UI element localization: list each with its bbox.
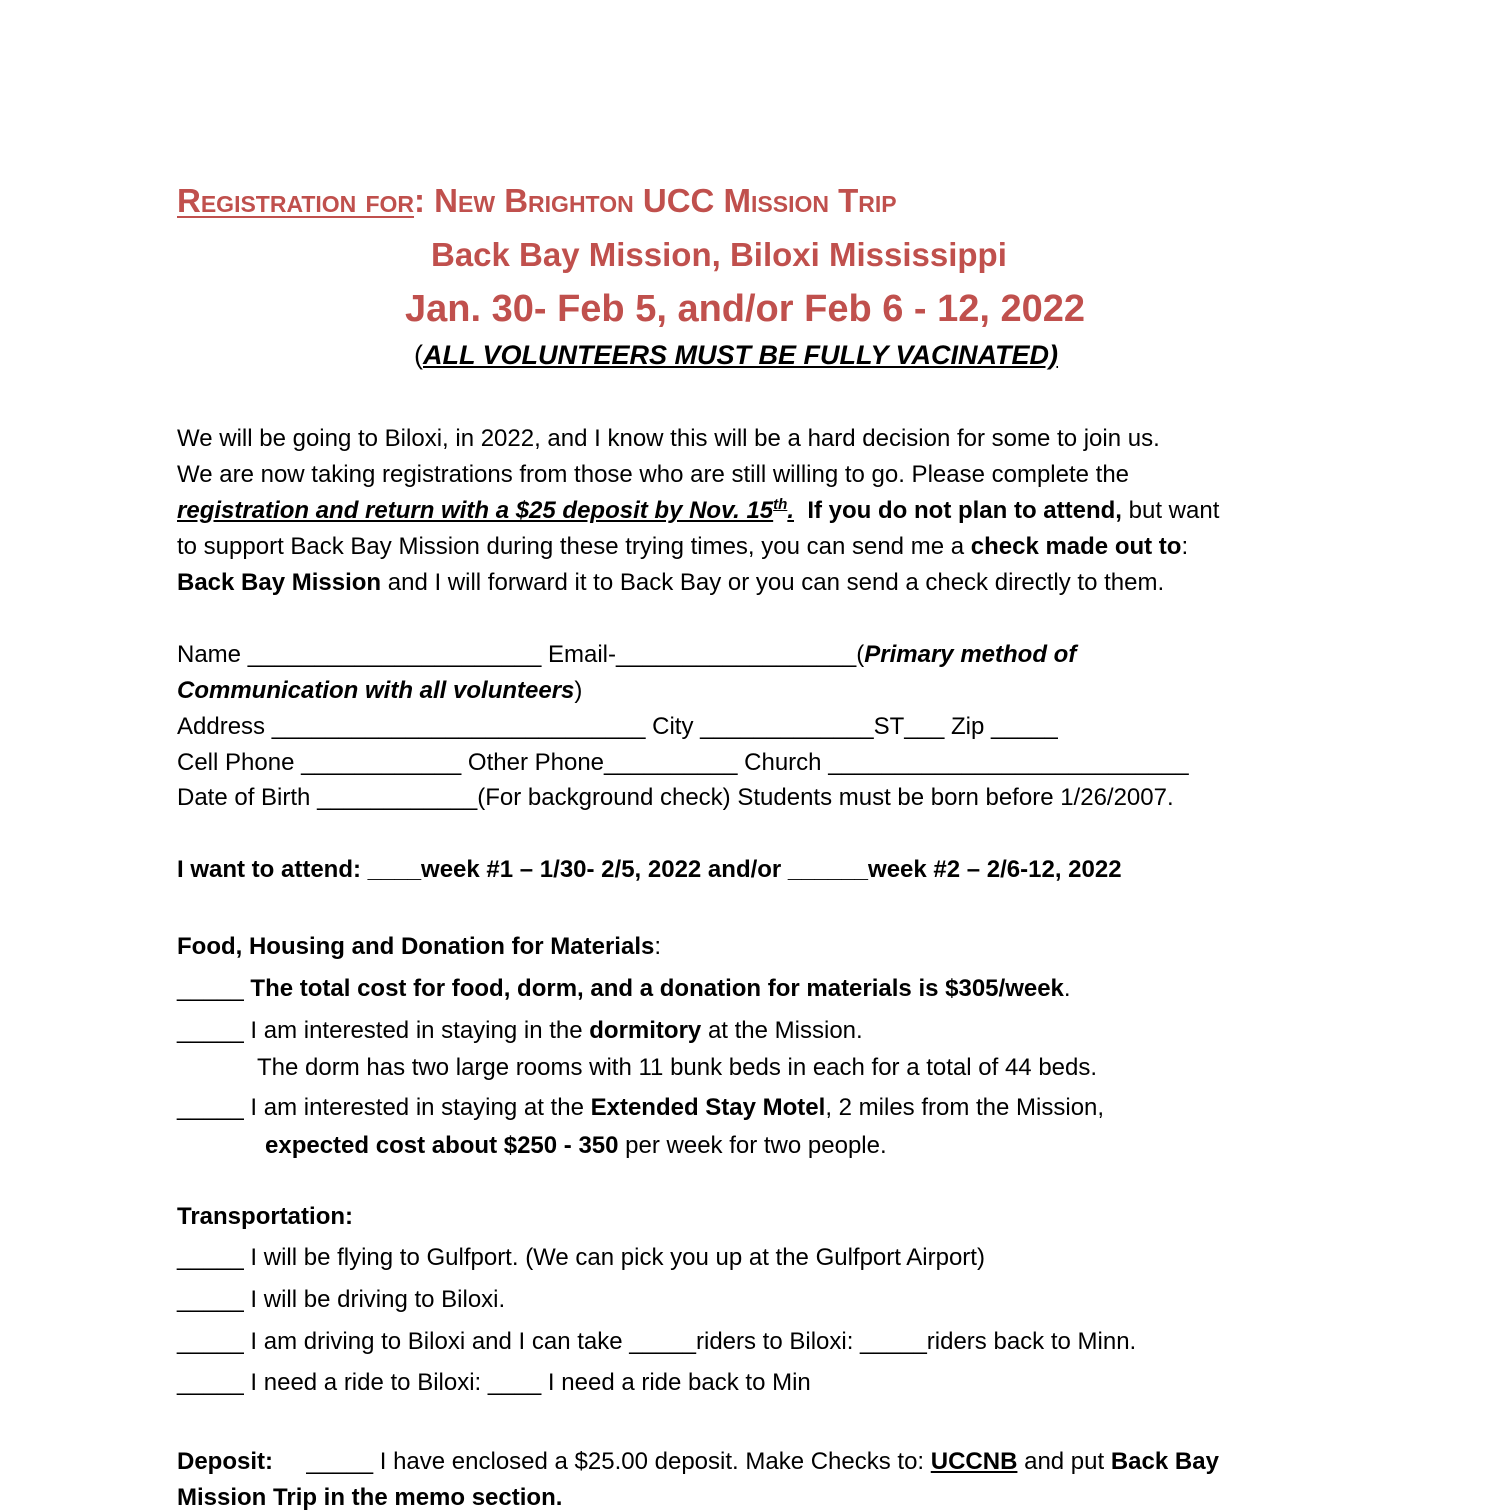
title-dates: Jan. 30- Feb 5, and/or Feb 6 - 12, 2022 <box>405 288 1086 330</box>
title-line-1 <box>177 182 897 220</box>
date-of-birth-field[interactable]: Date of Birth ____________(For background check) Students must be born before 1/26/2007. <box>177 784 1174 811</box>
intro-line-4: to support Back Bay Mission during these trying times, you can send me a check made out to: <box>177 533 1189 560</box>
total-cost-option[interactable]: _____ The total cost for food, dorm, and a donation for materials is $305/week. <box>177 975 1071 1002</box>
deposit-line[interactable]: Deposit: _____ I have enclosed a $25.00 deposit. Make Checks to: UCCNB and put Back Bay <box>177 1448 1219 1475</box>
deposit-label: Deposit: <box>177 1448 273 1475</box>
intro-line-5: Back Bay Mission and I will forward it to Back Bay or you can send a check directly to them. <box>177 569 1165 596</box>
transport-option-riders[interactable]: _____ I am driving to Biloxi and I can take _____riders to Biloxi: _____riders back to Minn. <box>177 1328 1137 1355</box>
not-attend-text: If you do not plan to attend, <box>807 497 1122 524</box>
intro-line-1: We will be going to Biloxi, in 2022, and I know this will be a hard decision for some to join us. <box>177 425 1160 452</box>
transport-option-driving[interactable]: _____ I will be driving to Biloxi. <box>177 1286 506 1313</box>
phone-church-field[interactable]: Cell Phone ____________ Other Phone__________ Church ___________________________ <box>177 749 1189 776</box>
deposit-line-2: Mission Trip in the memo section. <box>177 1484 563 1511</box>
transportation-heading: Transportation: <box>177 1203 354 1230</box>
communication-note: Communication with all volunteers) <box>177 677 583 704</box>
title-registration-for: Registration for <box>177 182 415 219</box>
payee-name: UCCNB <box>930 1448 1018 1475</box>
intro-line-3: registration and return with a $25 deposit by Nov. 15th. If you do not plan to attend, but want <box>177 496 1220 524</box>
transport-option-need-ride[interactable]: _____ I need a ride to Biloxi: ____ I need a ride back to Min <box>177 1369 811 1396</box>
title-line-2: Back Bay Mission, Biloxi Mississippi <box>431 236 1007 273</box>
motel-cost-detail: expected cost about $250 - 350 per week for two people. <box>265 1132 887 1159</box>
vaccination-note: ALL VOLUNTEERS MUST BE FULLY VACINATED) <box>423 340 1059 370</box>
check-made-out-text: check made out to <box>970 533 1182 560</box>
motel-option[interactable]: _____ I am interested in staying at the Extended Stay Motel, 2 miles from the Mission, <box>177 1094 1105 1121</box>
food-housing-heading: Food, Housing and Donation for Materials: <box>177 933 661 960</box>
dormitory-detail: The dorm has two large rooms with 11 bunk beds in each for a total of 44 beds. <box>257 1054 1098 1081</box>
vaccination-requirement: (ALL VOLUNTEERS MUST BE FULLY VACINATED) <box>414 340 1059 370</box>
address-field[interactable]: Address ____________________________ City _____________ST___ Zip _____ <box>177 713 1058 740</box>
intro-line-2: We are now taking registrations from those who are still willing to go. Please complete the <box>177 461 1130 488</box>
dormitory-option[interactable]: _____ I am interested in staying in the dormitory at the Mission. <box>177 1017 863 1044</box>
transport-option-flying[interactable]: _____ I will be flying to Gulfport. (We can pick you up at the Gulfport Airport) <box>177 1244 985 1271</box>
name-email-field[interactable]: Name ______________________ Email-__________________(Primary method of <box>177 641 1077 668</box>
deadline-text: registration and return with a $25 deposit by Nov. 15 <box>177 497 774 524</box>
attend-week-selection[interactable]: I want to attend: ____week #1 – 1/30- 2/5, 2022 and/or ______week #2 – 2/6-12, 2022 <box>177 856 1122 883</box>
back-bay-mission-name: Back Bay Mission <box>177 569 382 596</box>
title-trip-name: : New Brighton UCC Mission Trip <box>414 182 897 219</box>
